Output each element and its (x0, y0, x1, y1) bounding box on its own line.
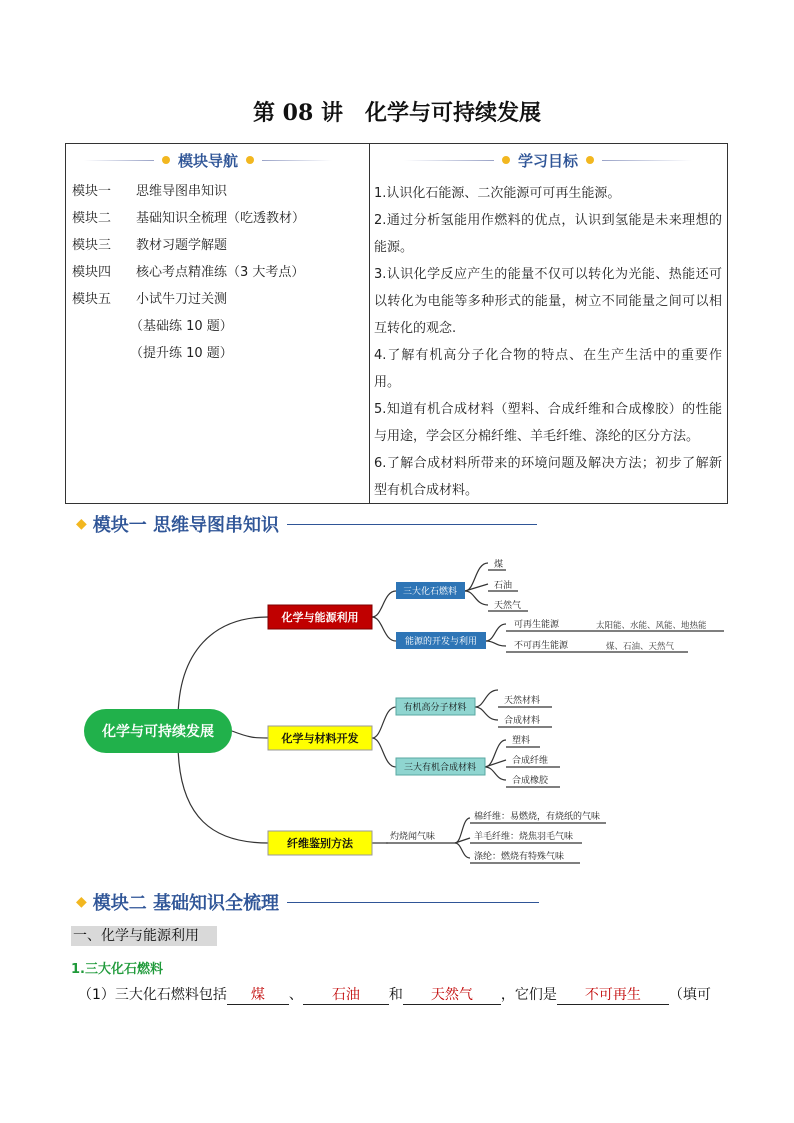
connector (178, 617, 268, 720)
answer-blank: 煤 (227, 984, 289, 1005)
mind-map (0, 545, 794, 875)
header-dot (162, 156, 170, 164)
connector (178, 742, 268, 843)
connector (455, 838, 470, 843)
connector (475, 707, 498, 720)
mindmap-leaf: 棉纤维：易燃烧，有烧纸的气味 (474, 812, 601, 822)
mindmap-node-label: 有机高分子材料 (403, 703, 467, 713)
nav-sub-item: （基础练 10 题） (130, 319, 233, 334)
connector (485, 760, 506, 767)
mindmap-leaf: 煤 (494, 560, 504, 570)
connector (372, 738, 396, 767)
connector (475, 690, 498, 707)
mindmap-leaf-detail: 太阳能、水能、风能、地热能 (596, 621, 707, 631)
goal-item: 4.了解有机高分子化合物的特点、在生产生活中的重要作用。 (374, 348, 722, 390)
section-rule (287, 524, 537, 525)
connector (372, 617, 396, 641)
mindmap-leaf: 涤纶：燃烧有特殊气味 (474, 852, 565, 862)
nav-item[interactable]: 模块四 核心考点精准练（3 大考点） (72, 265, 305, 280)
mindmap-node-label: 三大化石燃料 (402, 587, 458, 597)
answer-blank: 石油 (303, 984, 389, 1005)
nav-sub-item: （提升练 10 题） (130, 346, 233, 361)
connector (465, 563, 488, 591)
answer-blank: 天然气 (403, 984, 501, 1005)
fill-in-paragraph: （1）三大化石燃料包括 煤 、 石油 和 天然气 ，它们是 不可再生 （填可 (78, 984, 711, 1005)
overview-table (65, 143, 728, 504)
nav-item[interactable]: 模块三 教材习题学解题 (72, 238, 228, 253)
mindmap-leaf: 可再生能源 (514, 620, 560, 630)
mindmap-branch-label: 纤维鉴别方法 (287, 837, 353, 850)
mindmap-leaf: 合成橡胶 (512, 776, 549, 786)
nav-item[interactable]: 模块一 思维导图串知识 (72, 184, 228, 199)
connector (372, 591, 396, 617)
mindmap-leaf: 不可再生能源 (514, 641, 569, 651)
connector (455, 843, 470, 858)
lecture-name: 化学与可持续发展 (364, 100, 541, 126)
connector (485, 767, 506, 780)
goal-item: 1.认识化石能源、二次能源可可再生能源。 (374, 186, 621, 201)
section-title: 模块二 基础知识全梳理 (92, 893, 280, 914)
mindmap-leaf: 羊毛纤维：烧焦羽毛气味 (474, 832, 574, 842)
connector (486, 624, 506, 641)
connector (372, 707, 396, 738)
mindmap-node-label: 三大有机合成材料 (403, 763, 477, 773)
nav-item[interactable]: 模块二 基础知识全梳理（吃透教材） (72, 211, 306, 226)
header-dot (502, 156, 510, 164)
header-line-left (404, 160, 494, 161)
connector (465, 584, 488, 591)
mindmap-branch-label: 化学与材料开发 (281, 732, 359, 745)
nav-item[interactable]: 模块五 小试牛刀过关测 (72, 292, 228, 307)
diamond-icon: ◆ (76, 894, 87, 910)
header-line-right (262, 160, 332, 161)
subsection-heading: 一、化学与能源利用 (71, 926, 217, 946)
connector (232, 731, 268, 738)
mindmap-branch-label: 化学与能源利用 (281, 611, 359, 624)
section-rule (287, 902, 539, 903)
mindmap-root-label: 化学与可持续发展 (102, 724, 214, 740)
diamond-icon: ◆ (76, 516, 87, 532)
table-divider (369, 144, 370, 503)
connector (486, 641, 506, 646)
mindmap-leaf: 合成纤维 (512, 756, 549, 766)
connector (465, 591, 488, 605)
goals-panel-header (404, 148, 692, 172)
section-heading-module1 (76, 511, 537, 537)
mindmap-leaf: 天然材料 (504, 696, 541, 706)
mindmap-node-label: 能源的开发与利用 (404, 637, 478, 647)
section-title: 模块一 思维导图串知识 (92, 515, 280, 536)
subsection-subheading: 1.三大化石燃料 (71, 962, 163, 977)
mindmap-leaf-detail: 煤、石油、天然气 (606, 642, 675, 652)
mindmap-leaf: 天然气 (494, 601, 522, 611)
nav-panel-header (84, 148, 332, 172)
header-dot (586, 156, 594, 164)
mindmap-leaf: 石油 (494, 581, 513, 591)
nav-panel-heading: 模块导航 (178, 151, 239, 170)
header-line-right (602, 160, 692, 161)
goals-panel-heading: 学习目标 (518, 151, 579, 170)
goal-item: 3.认识化学反应产生的能量不仅可以转化为光能、热能还可以转化为电能等多种形式的能量，树立不同能量之间可以相互转化的观念. (374, 267, 722, 336)
answer-blank: 不可再生 (557, 984, 669, 1005)
mindmap-leaf: 合成材料 (504, 716, 541, 726)
mindmap-leaf: 塑料 (512, 736, 531, 746)
header-dot (246, 156, 254, 164)
goal-item: 2.通过分析氢能用作燃料的优点，认识到氢能是未来理想的能源。 (374, 213, 722, 255)
mindmap-node-label: 灼烧闻气味 (390, 832, 436, 842)
lecture-number: 第 08 讲 (253, 100, 343, 126)
section-heading-module2 (76, 889, 539, 915)
learning-goals (374, 180, 722, 504)
goal-item: 6.了解合成材料所带来的环境问题及解决方法；初步了解新型有机合成材料。 (374, 456, 722, 498)
header-line-left (84, 160, 154, 161)
goal-item: 5.知道有机合成材料（塑料、合成纤维和合成橡胶）的性能与用途，学会区分棉纤维、羊毛纤维、涤纶的区分方法。 (374, 402, 722, 444)
page-title (0, 96, 794, 127)
